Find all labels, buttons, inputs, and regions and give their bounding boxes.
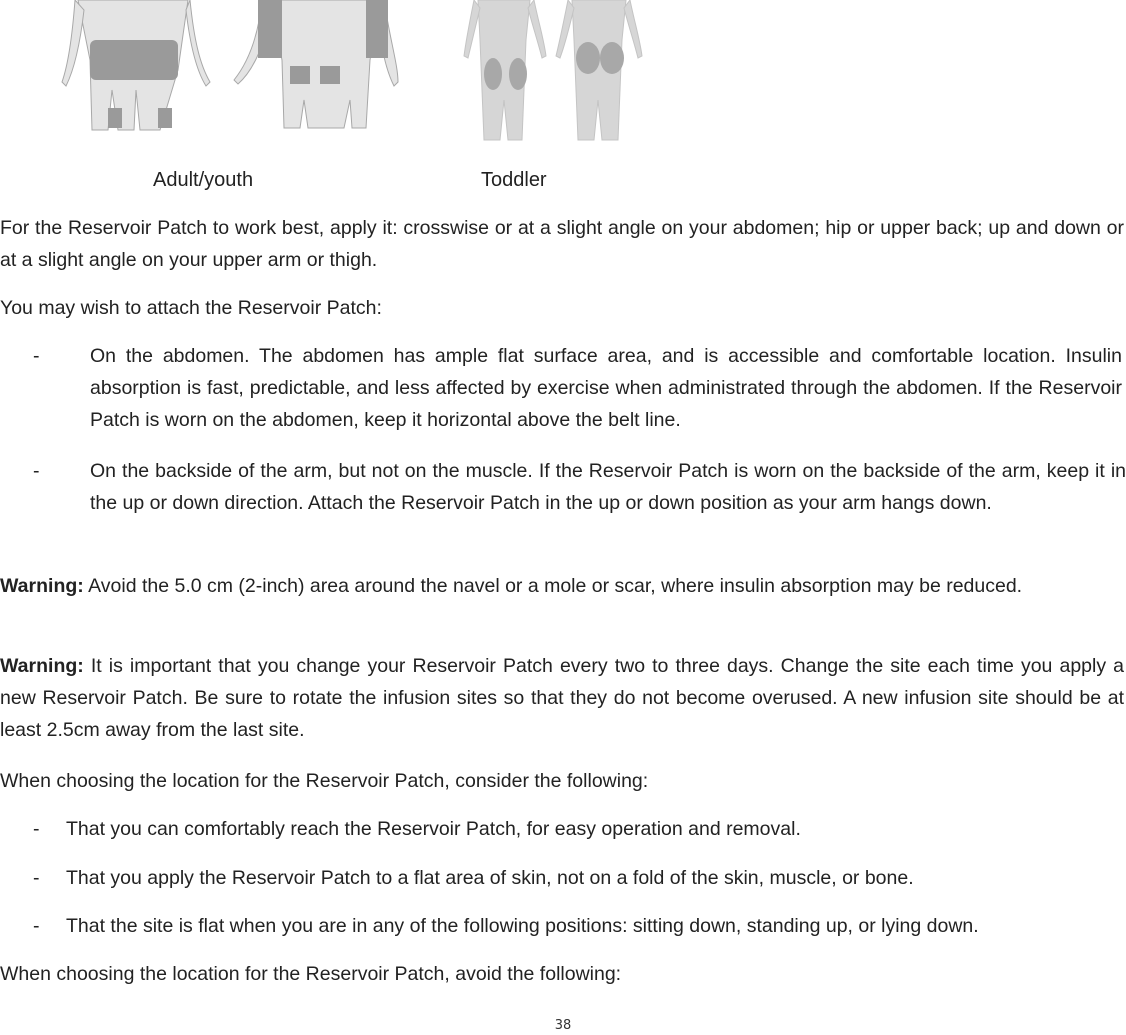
- adult-abdomen-site: [90, 40, 178, 80]
- warning-label: Warning:: [0, 575, 84, 597]
- attach-lead: You may wish to attach the Reservoir Patch:: [0, 297, 382, 319]
- list-dash: -: [33, 818, 40, 840]
- adult-upper-arm-site: [258, 0, 282, 58]
- body-site-diagrams: [0, 0, 1126, 150]
- warning-text: It is important that you change your Reservoir Patch every two to three days. Change the site each time you apply a new Reservoir Patch. Be sure to rotate the infusion sites so that they do not become overused. A new infusion site should be at least 2.5cm away from the last site.: [0, 655, 1125, 741]
- intro-paragraph: For the Reservoir Patch to work best, apply it: crosswise or at a slight angle on your abdomen; hip or upper back; up and down or at a slight angle on your upper arm or thigh.: [0, 217, 1124, 271]
- page-number: 38: [554, 1018, 572, 1033]
- toddler-front-figure: [464, 0, 546, 140]
- warning-navel: [0, 570, 1124, 602]
- attach-item-abdomen: On the abdomen. The abdomen has ample flat surface area, and is accessible and comfortable location. Insulin absorption is fast, predictable, and less affected by exercise when administrated through the abdomen. If the Reservoir Patch is worn on the abdomen, keep it horizontal above the belt line.: [90, 345, 1122, 431]
- toddler-thigh-site: [484, 58, 502, 90]
- list-dash: -: [33, 460, 40, 482]
- consider-item-flat-skin: That you apply the Reservoir Patch to a flat area of skin, not on a fold of the skin, muscle, or bone.: [66, 867, 914, 889]
- toddler-back-figure: [556, 0, 642, 140]
- list-dash: -: [33, 915, 40, 937]
- warning-text: Avoid the 5.0 cm (2-inch) area around the navel or a mole or scar, where insulin absorption may be reduced.: [88, 575, 1023, 597]
- consider-lead: When choosing the location for the Reservoir Patch, consider the following:: [0, 770, 649, 792]
- consider-item-reach: That you can comfortably reach the Reservoir Patch, for easy operation and removal.: [66, 818, 801, 840]
- toddler-buttock-site: [576, 42, 600, 74]
- consider-item-positions: That the site is flat when you are in any of the following positions: sitting down, standing up, or lying down.: [66, 915, 979, 937]
- adult-hip-site: [290, 66, 310, 84]
- warning-label: Warning:: [0, 655, 84, 677]
- avoid-lead: When choosing the location for the Reservoir Patch, avoid the following:: [0, 963, 622, 985]
- warning-rotate-sites: [0, 650, 1124, 746]
- list-dash: -: [33, 345, 40, 367]
- infusion-site-figure: [0, 0, 1126, 150]
- attach-item-arm: On the backside of the arm, but not on the muscle. If the Reservoir Patch is worn on the backside of the arm, keep it in the up or down direction. Attach the Reservoir Patch in the up or down position as your arm hangs down.: [90, 460, 1126, 514]
- caption-adult-youth: Adult/youth: [153, 169, 254, 191]
- list-dash: -: [33, 867, 40, 889]
- caption-toddler: Toddler: [481, 169, 547, 191]
